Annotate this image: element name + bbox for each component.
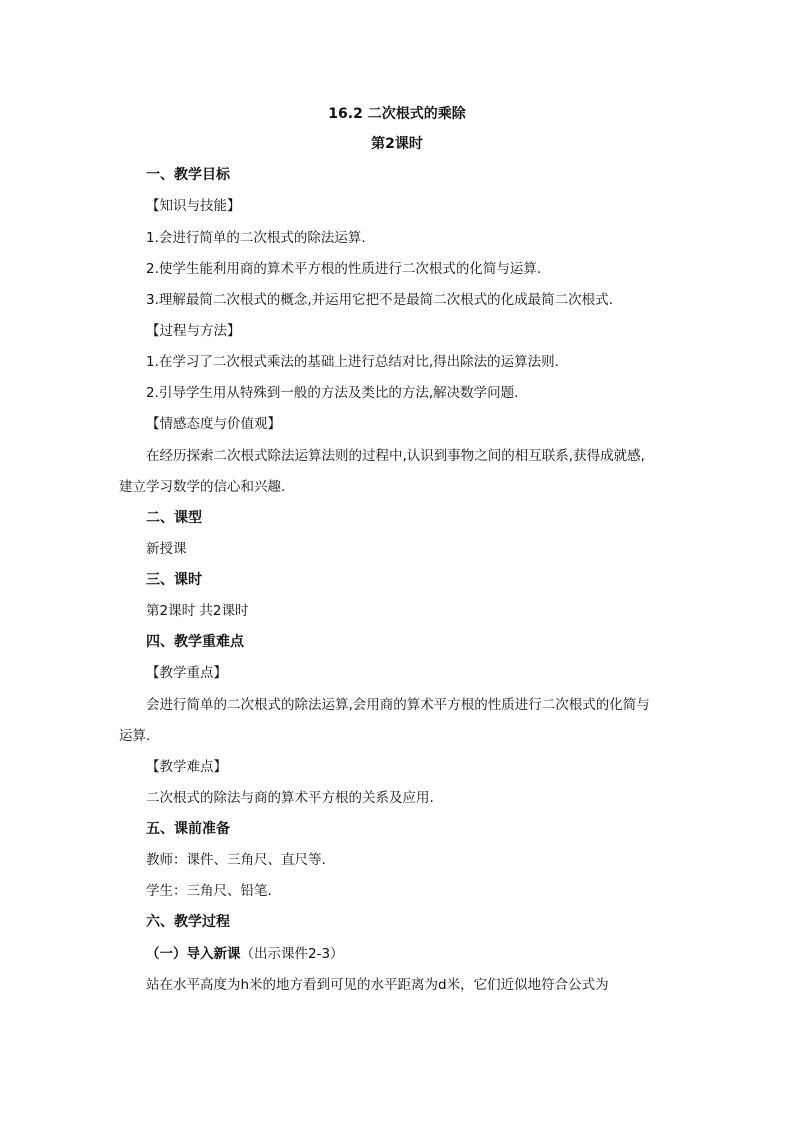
paragraph-emotion-line-1: 在经历探索二次根式除法运算法则的过程中,认识到事物之间的相互联系,获得成就感, [146, 448, 645, 464]
paragraph-introduction: 站在水平高度为h米的地方看到可见的水平距离为d米，它们近似地符合公式为 [146, 977, 609, 993]
paragraph-knowledge-3: 3.理解最简二次根式的概念,并运用它把不是最简二次根式的化成最简二次根式. [146, 292, 613, 308]
label-process-method: 【过程与方法】 [146, 323, 241, 339]
subheading-introduction-note: （出示课件2-3） [240, 946, 344, 962]
paragraph-lesson-type: 新授课 [146, 541, 187, 557]
label-knowledge-skills: 【知识与技能】 [146, 198, 241, 214]
label-teaching-difficulty: 【教学难点】 [146, 759, 227, 775]
section-heading-lesson-type: 二、课型 [146, 510, 202, 526]
paragraph-knowledge-2: 2.使学生能利用商的算术平方根的性质进行二次根式的化简与运算. [146, 261, 542, 277]
section-heading-periods: 三、课时 [146, 572, 202, 588]
section-heading-process: 六、教学过程 [146, 914, 230, 930]
paragraph-student-prep: 学生：三角尺、铅笔. [146, 883, 272, 899]
label-teaching-focus: 【教学重点】 [146, 665, 227, 681]
subheading-introduction [146, 946, 344, 962]
paragraph-focus-line-2: 运算. [119, 728, 151, 744]
label-emotion-values: 【情感态度与价值观】 [146, 416, 281, 432]
paragraph-emotion-line-2: 建立学习数学的信心和兴趣. [119, 479, 286, 495]
section-heading-objectives: 一、教学目标 [146, 167, 230, 183]
paragraph-knowledge-1: 1.会进行简单的二次根式的除法运算. [146, 230, 366, 246]
paragraph-process-1: 1.在学习了二次根式乘法的基础上进行总结对比,得出除法的运算法则. [146, 354, 559, 370]
section-heading-key-points: 四、教学重难点 [146, 634, 244, 650]
paragraph-focus-line-1: 会进行简单的二次根式的除法运算,会用商的算术平方根的性质进行二次根式的化简与 [146, 697, 650, 713]
document-subtitle: 第2课时 [371, 136, 423, 152]
paragraph-difficulty: 二次根式的除法与商的算术平方根的关系及应用. [146, 790, 434, 806]
document-title: 16.2 二次根式的乘除 [328, 106, 466, 122]
paragraph-teacher-prep: 教师：课件、三角尺、直尺等. [146, 852, 326, 868]
subheading-introduction-title: （一）导入新课 [146, 946, 241, 962]
section-heading-preparation: 五、课前准备 [146, 821, 230, 837]
paragraph-process-2: 2.引导学生用从特殊到一般的方法及类比的方法,解决数学问题. [146, 385, 519, 401]
paragraph-periods: 第2课时 共2课时 [146, 603, 249, 619]
